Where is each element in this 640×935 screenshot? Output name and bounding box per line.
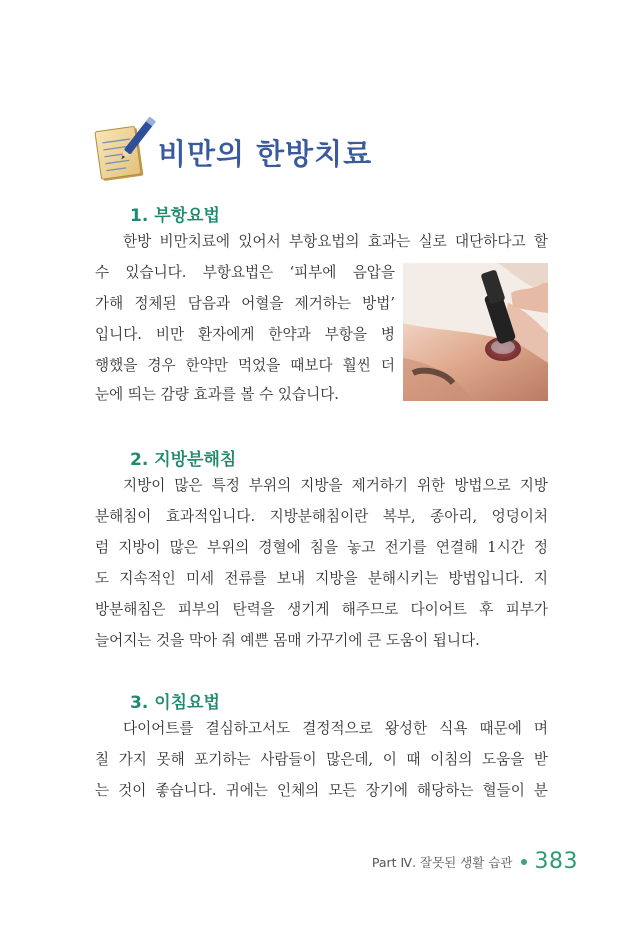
cupping-therapy-photo (403, 263, 548, 401)
paragraph-line: 한방 비만치료에 있어서 부항요법의 효과는 실로 대단하다고 할 (123, 233, 548, 250)
section-heading-ear-acupuncture: 3. 이침요법 (130, 693, 220, 713)
paragraph-line: 눈에 띄는 감량 효과를 볼 수 있습니다. (95, 386, 339, 403)
paragraph-line: 수 있습니다. 부항요법은 ‘피부에 음압을 (95, 264, 395, 281)
paragraph-line: 입니다. 비만 환자에게 한약과 부항을 병 (95, 326, 395, 343)
notepad-pen-icon (92, 112, 156, 184)
paragraph-line: 도 지속적인 미세 전류를 보내 지방을 분해시키는 방법입니다. 지 (95, 570, 548, 587)
section-heading-lipolysis: 2. 지방분해침 (130, 450, 237, 470)
paragraph-line: 가해 정체된 담음과 어혈을 제거하는 방법’ (95, 295, 395, 312)
paragraph-line: 는 것이 좋습니다. 귀에는 인체의 모든 장기에 해당하는 혈들이 분 (95, 782, 548, 799)
paragraph-line: 칠 가지 못해 포기하는 사람들이 많은데, 이 때 이침의 도움을 받 (95, 751, 548, 768)
paragraph-line: 방분해침은 피부의 탄력을 생기게 해주므로 다이어트 후 피부가 (95, 601, 548, 618)
paragraph-line: 럼 지방이 많은 부위의 경혈에 침을 놓고 전기를 연결해 1시간 정 (95, 539, 548, 556)
paragraph-line: 행했을 경우 한약만 먹었을 때보다 훨씬 더 (95, 357, 395, 374)
bullet-dot-icon (521, 859, 527, 865)
page-footer (372, 849, 578, 874)
paragraph-line: 늘어지는 것을 막아 줘 예쁜 몸매 가꾸기에 큰 도움이 됩니다. (95, 632, 480, 649)
section-heading-cupping: 1. 부항요법 (130, 206, 220, 226)
paragraph-line: 지방이 많은 특정 부위의 지방을 제거하기 위한 방법으로 지방 (123, 477, 548, 494)
paragraph-line: 다이어트를 결심하고서도 결정적으로 왕성한 식욕 때문에 며 (123, 720, 548, 737)
page-number: 383 (534, 849, 578, 874)
chapter-title-block (92, 112, 422, 187)
footer-part-title: Part Ⅳ. 잘못된 생활 습관 (371, 854, 513, 870)
chapter-title: 비만의 한방치료 (158, 137, 373, 171)
paragraph-line: 분해침이 효과적입니다. 지방분해침이란 복부, 종아리, 엉덩이처 (95, 508, 548, 525)
